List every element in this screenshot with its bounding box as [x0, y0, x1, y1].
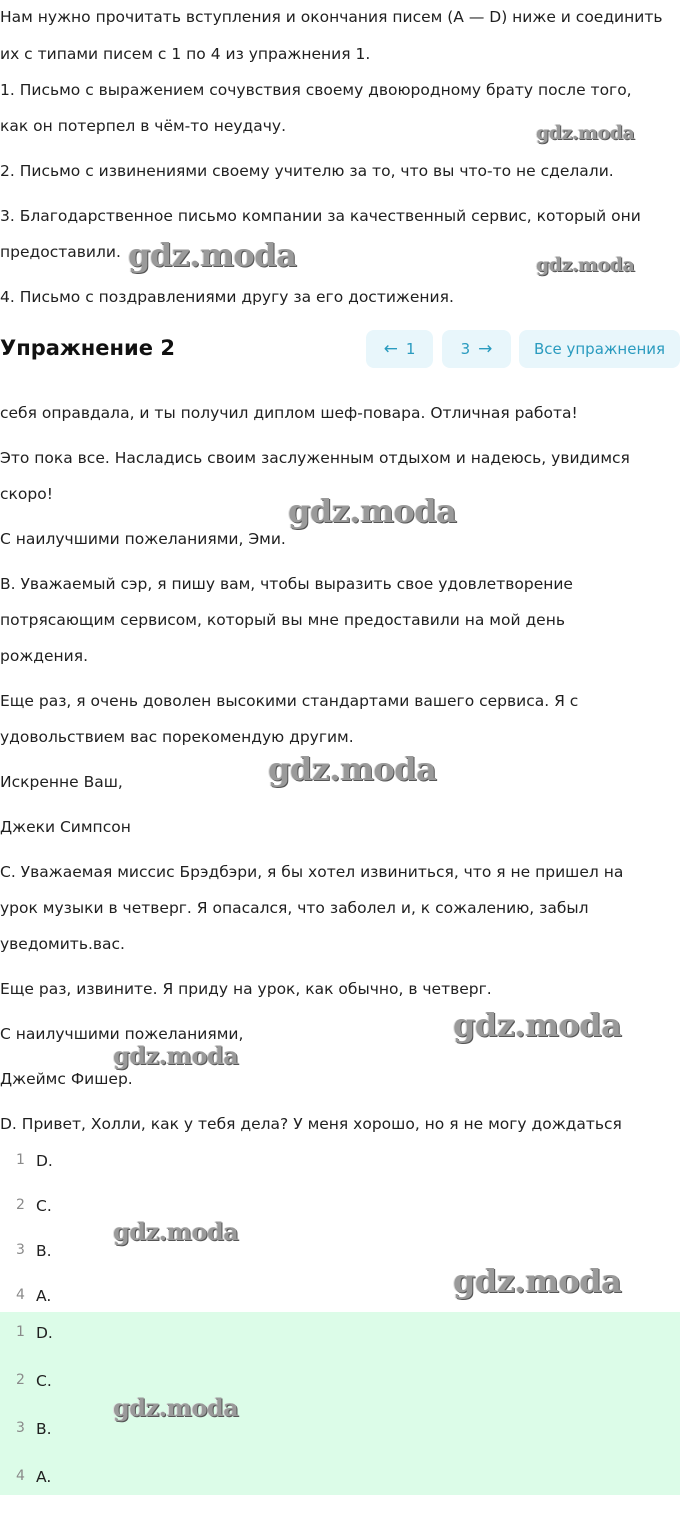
- letter-type-item: 2. Письмо с извинениями своему учителю за то, что вы что-то не сделали.: [0, 162, 614, 180]
- letter-c-text: уведомить.вас.: [0, 935, 125, 953]
- letter-b-text: удовольствием вас порекомендую другим.: [0, 728, 354, 746]
- letter-type-item: предоставили.: [0, 243, 121, 261]
- letter-type-item: как он потерпел в чём-то неудачу.: [0, 117, 287, 135]
- letter-b-text: В. Уважаемый сэр, я пишу вам, чтобы выразить свое удовлетворение: [0, 575, 573, 593]
- answer-value: B.: [36, 1420, 52, 1438]
- watermark: gdz.moda: [128, 236, 297, 274]
- letter-b-text: Еще раз, я очень доволен высокими стандартами вашего сервиса. Я с: [0, 692, 579, 710]
- watermark: gdz.moda: [113, 1217, 239, 1246]
- letter-a-signoff: С наилучшими пожеланиями, Эми.: [0, 530, 286, 548]
- all-exercises-button[interactable]: [519, 330, 680, 368]
- watermark: gdz.moda: [113, 1041, 239, 1070]
- intro-text: Нам нужно прочитать вступления и окончания писем (A — D) ниже и соединить: [0, 8, 663, 26]
- answer-number: 3: [16, 1242, 25, 1258]
- letter-b-text: рождения.: [0, 647, 88, 665]
- watermark: gdz.moda: [113, 1393, 239, 1422]
- answer-row: [0, 1152, 680, 1172]
- arrow-left-icon: ←: [383, 339, 398, 359]
- next-exercise-button[interactable]: [442, 330, 511, 368]
- answer-value: C.: [36, 1372, 52, 1390]
- letter-type-item: 3. Благодарственное письмо компании за качественный сервис, который они: [0, 207, 641, 225]
- letter-a-text: скоро!: [0, 485, 53, 503]
- letter-c-text: С. Уважаемая миссис Брэдбэри, я бы хотел извиниться, что я не пришел на: [0, 863, 624, 881]
- watermark: gdz.moda: [536, 122, 635, 144]
- letter-type-item: 1. Письмо с выражением сочувствия своему двоюродному брату после того,: [0, 81, 632, 99]
- answer-value: D.: [36, 1152, 53, 1170]
- answer-row: [0, 1420, 680, 1440]
- letter-type-item: 4. Письмо с поздравлениями другу за его достижения.: [0, 288, 454, 306]
- letter-b-signoff: Искренне Ваш,: [0, 773, 123, 791]
- prev-exercise-button[interactable]: [366, 330, 433, 368]
- arrow-right-icon: →: [478, 339, 493, 359]
- letter-c-text: Еще раз, извините. Я приду на урок, как обычно, в четверг.: [0, 980, 492, 998]
- all-exercises-label: Все упражнения: [533, 340, 666, 358]
- exercise-title: Упражнение 2: [0, 336, 175, 360]
- answer-number: 4: [16, 1468, 25, 1484]
- prev-exercise-label: 1: [405, 340, 416, 358]
- highlighted-answers: [0, 1312, 680, 1495]
- letter-b-text: потрясающим сервисом, который вы мне предоставили на мой день: [0, 611, 565, 629]
- answer-row: [0, 1242, 680, 1262]
- intro-text: их с типами писем с 1 по 4 из упражнения 1.: [0, 45, 371, 63]
- watermark: gdz.moda: [268, 750, 437, 788]
- answer-value: A.: [36, 1468, 52, 1486]
- answer-number: 1: [16, 1324, 25, 1340]
- exercise-header: [0, 330, 680, 368]
- watermark: gdz.moda: [288, 492, 457, 530]
- answer-number: 2: [16, 1372, 25, 1388]
- watermark: gdz.moda: [453, 1262, 622, 1300]
- watermark: gdz.moda: [536, 254, 635, 276]
- next-exercise-label: 3: [460, 340, 471, 358]
- answer-value: B.: [36, 1242, 52, 1260]
- answer-row: [0, 1468, 680, 1488]
- answer-row: [0, 1324, 680, 1344]
- letter-a-text: Это пока все. Насладись своим заслуженным отдыхом и надеюсь, увидимся: [0, 449, 630, 467]
- letter-a-text: себя оправдала, и ты получил диплом шеф-повара. Отличная работа!: [0, 404, 578, 422]
- answer-value: A.: [36, 1287, 52, 1305]
- answer-number: 1: [16, 1152, 25, 1168]
- answer-number: 3: [16, 1420, 25, 1436]
- letter-b-signature: Джеки Симпсон: [0, 818, 131, 836]
- answer-row: [0, 1197, 680, 1217]
- answer-number: 2: [16, 1197, 25, 1213]
- letter-c-signoff: С наилучшими пожеланиями,: [0, 1025, 244, 1043]
- letter-c-signature: Джеймс Фишер.: [0, 1070, 133, 1088]
- answer-value: C.: [36, 1197, 52, 1215]
- answer-row: [0, 1372, 680, 1392]
- letter-d-text: D. Привет, Холли, как у тебя дела? У меня хорошо, но я не могу дождаться: [0, 1115, 622, 1133]
- letter-c-text: урок музыки в четверг. Я опасался, что заболел и, к сожалению, забыл: [0, 899, 589, 917]
- answer-number: 4: [16, 1287, 25, 1303]
- watermark: gdz.moda: [453, 1006, 622, 1044]
- answer-value: D.: [36, 1324, 53, 1342]
